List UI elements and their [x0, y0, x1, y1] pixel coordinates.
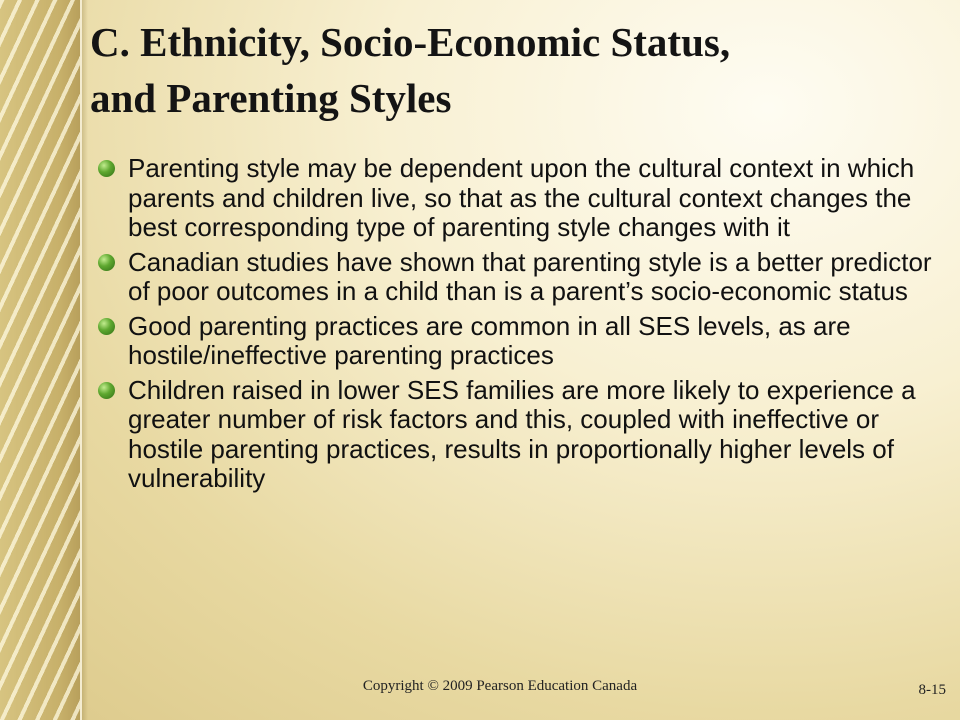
slide-title	[90, 14, 940, 126]
bullet-item	[98, 376, 938, 494]
copyright-footer: Copyright © 2009 Pearson Education Canada	[362, 678, 638, 694]
bullet-dot-icon	[98, 382, 115, 399]
bullet-item	[98, 248, 938, 307]
side-bar-shadow	[82, 0, 88, 720]
slide-title-line-1: C. Ethnicity, Socio-Economic Status,	[90, 19, 731, 65]
bullet-text: Canadian studies have shown that parenting style is a better predictor of poor outcomes in a child than is a parent’s socio-economic status	[128, 246, 932, 306]
bullet-dot-icon	[98, 254, 115, 271]
bullet-text: Good parenting practices are common in all SES levels, as are hostile/ineffective parenting practices	[128, 310, 851, 370]
bullet-dot-icon	[98, 318, 115, 335]
bullet-dot-icon	[98, 160, 115, 177]
slide-number: 8-15	[918, 682, 946, 698]
decorative-side-bar	[0, 0, 82, 720]
bullet-item	[98, 312, 938, 371]
bullet-text: Children raised in lower SES families are more likely to experience a greater number of risk factors and this, coupled with ineffective or hostile parenting practices, results in proportionally higher levels of vulnerability	[128, 374, 916, 493]
bullet-item	[98, 154, 938, 243]
bullet-text: Parenting style may be dependent upon the cultural context in which parents and children live, so that as the cultural context changes the best corresponding type of parenting style changes with it	[128, 153, 915, 242]
slide-title-line-2: and Parenting Styles	[90, 75, 452, 121]
bullet-list	[98, 154, 938, 499]
